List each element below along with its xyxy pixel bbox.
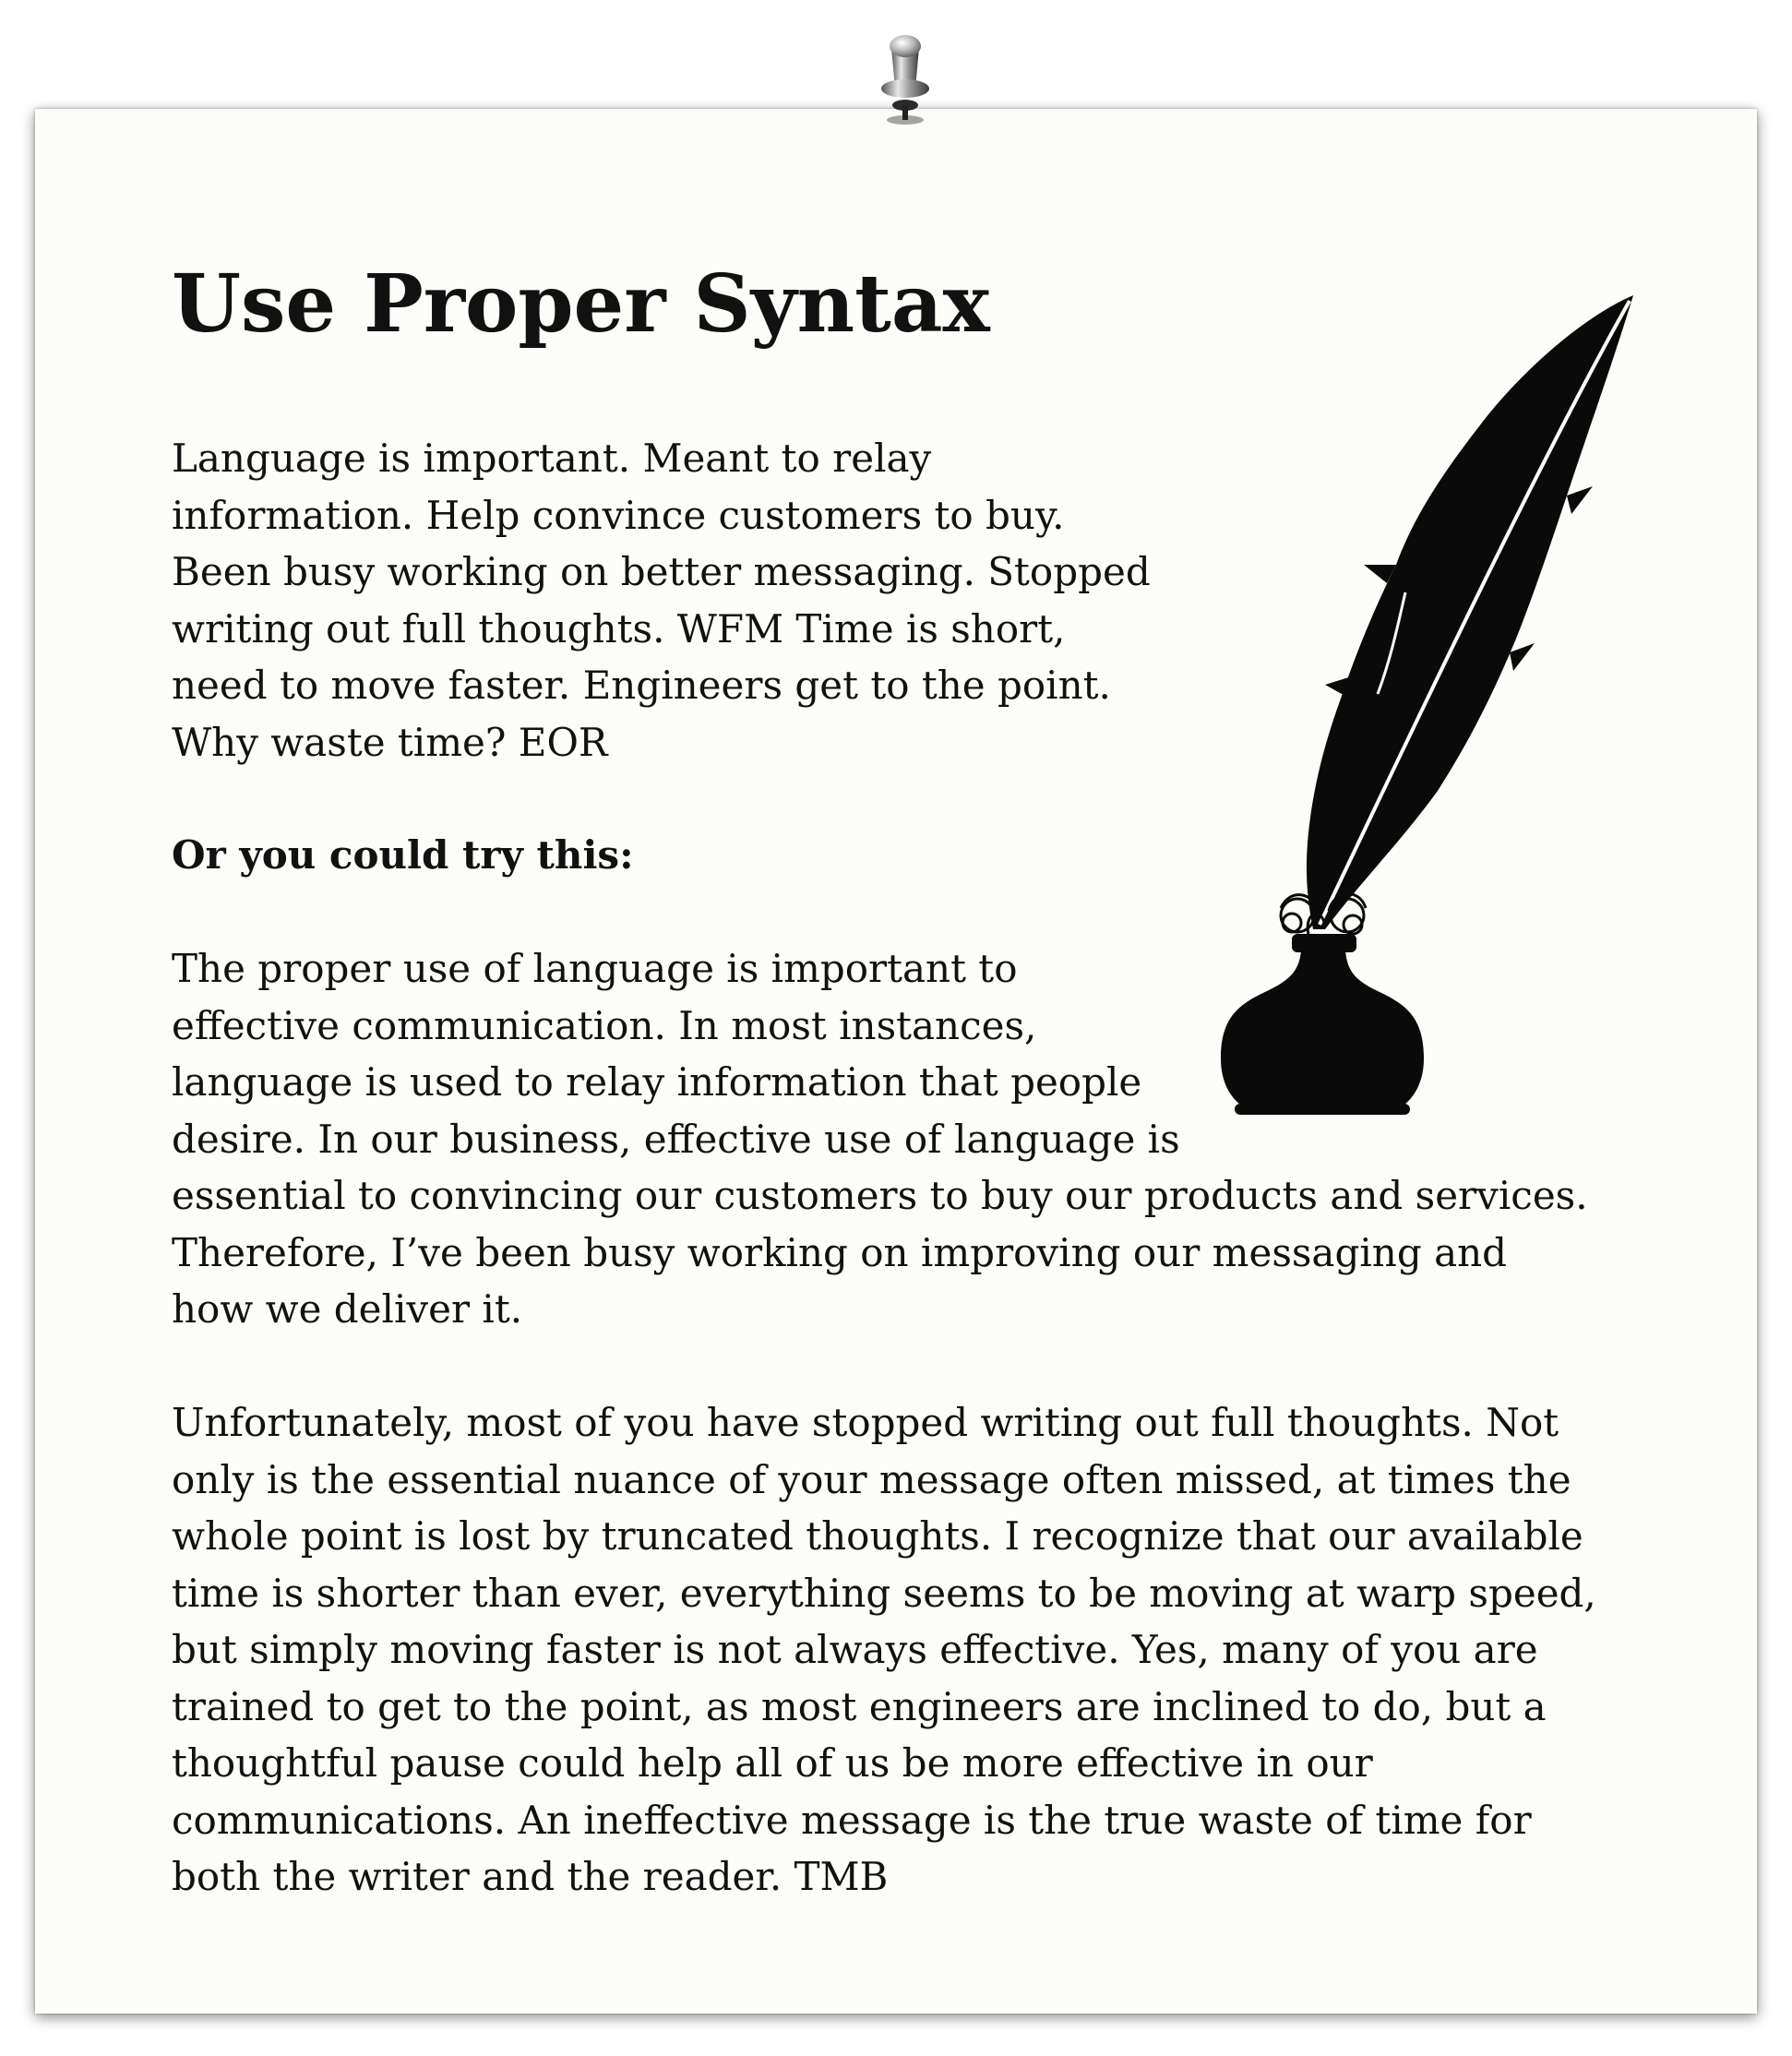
page-title: Use Proper Syntax (172, 257, 990, 351)
transition-heading: Or you could try this: (172, 832, 634, 878)
quill-inkwell-icon (1216, 288, 1641, 1130)
paragraph-proper-form: The proper use of language is important to effective communication. In most instances, language is used to relay information that people desire. In our business, effective use of language is essential to convincing our customers to buy our products and services. Therefore, I’ve been busy working on improving our messaging and how we deliver it. (172, 946, 1588, 1332)
paragraph-closing: Unfortunately, most of you have stopped writing out full thoughts. Not only is the essential nuance of your message often missed, at times the whole point is lost by truncated thoughts. I recognize that our available time is shorter than ever, everything seems to be moving at warp speed, but simply moving faster is not always effective. Yes, many of you are trained to get to the point, as most engineers are inclined to do, but a thoughtful pause could help all of us be more effective in our communications. An ineffective message is the true waste of time for both the writer and the reader. TMB (172, 1400, 1596, 1899)
paragraph-short-form: Language is important. Meant to relay information. Help convince customers to buy. Been busy working on better messaging. Stopped writing out full thoughts. WFM Time is short, need to move faster. Engineers get to the point. Why waste time? EOR (172, 436, 1151, 765)
pushpin-icon (873, 28, 938, 129)
